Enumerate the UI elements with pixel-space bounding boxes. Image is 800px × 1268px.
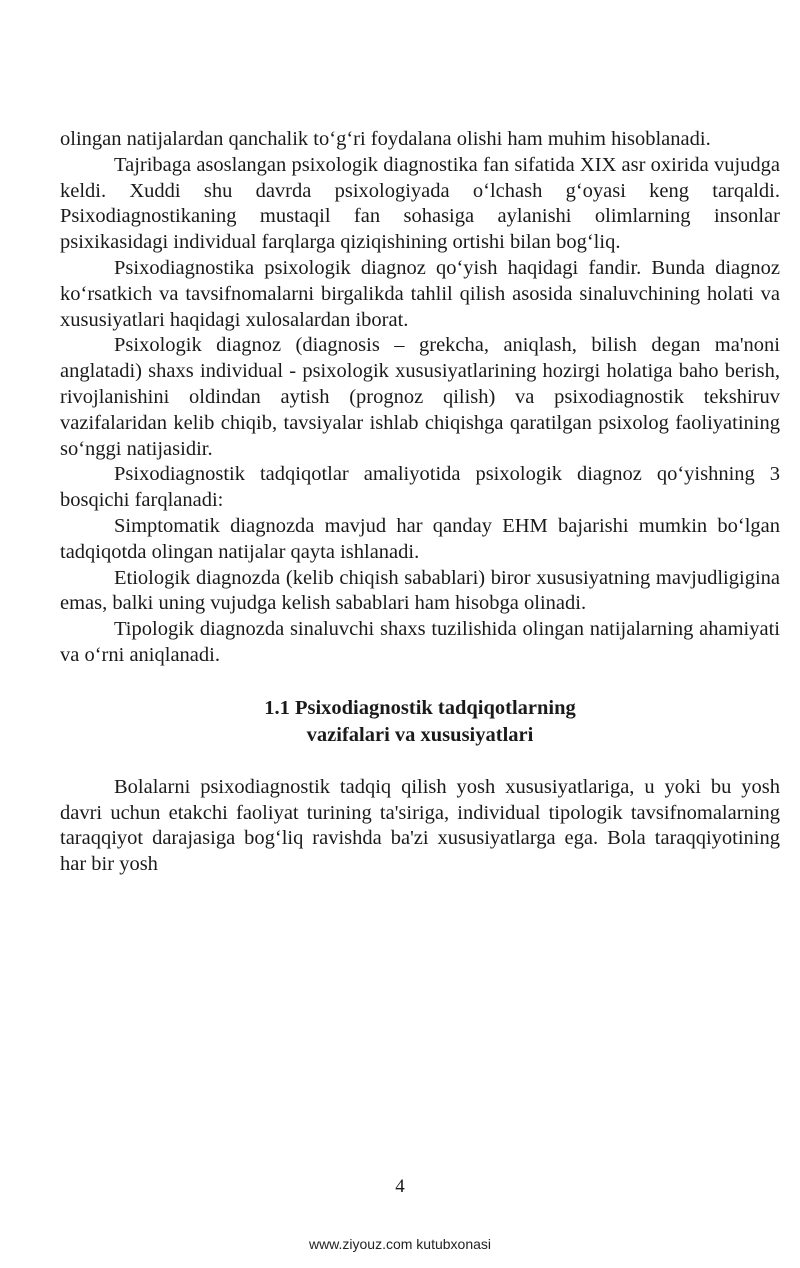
footer-watermark: www.ziyouz.com kutubxonasi <box>308 1236 492 1252</box>
paragraph-definition: Psixodiagnostika psixologik diagnoz qo‘yish haqidagi fandir. Bunda diagnoz ko‘rsatkich va tavsifnomalarni birgalikda tahlil qilish asosida sinaluvchining holati va xususiyatlari haqidagi xulosalardan iborat. <box>60 256 780 331</box>
section-heading <box>60 695 780 749</box>
paragraph-etiologic: Etiologik diagnozda (kelib chiqish sabablari) biror xususiyatning mavjudligigina emas, balki uning vujudga kelish sabablari ham hisobga olinadi. <box>60 566 780 615</box>
section-heading-line-2: vazifalari va xususiyatlari <box>306 723 534 746</box>
paragraph-stages: Psixodiagnostik tadqiqotlar amaliyotida psixologik diagnoz qo‘yishning 3 bosqichi farqlanadi: <box>60 463 780 512</box>
page-body <box>60 127 780 878</box>
page-number: 4 <box>395 1176 405 1197</box>
section-heading-line-1: 1.1 Psixodiagnostik tadqiqotlarning <box>264 696 576 719</box>
paragraph-children-research: Bolalarni psixodiagnostik tadqiq qilish yosh xususiyatlariga, u yoki bu yosh davri uchun etakchi faoliyat turining ta'siriga, individual tipologik tavsifnomalarning taraqqiyot darajasiga bog‘liq ravishda ba'zi xususiyatlarga ega. Bola taraqqiyotining har bir yosh <box>60 775 780 876</box>
paragraph-diagnosis: Psixologik diagnoz (diagnosis – grekcha, aniqlash, bilish degan ma'noni anglatadi) shaxs individual - psixologik xususiyatlarining hozirgi holatiga baho berish, rivojlanishini oldindan aytish (prognoz qilish) va psixodiagnostik tekshiruv vazifalaridan kelib chiqib, tavsiyalar ishlab chiqishga qaratilgan psixolog faoliyatining so‘nggi natijasidir. <box>60 334 780 460</box>
paragraph-typologic: Tipologik diagnozda sinaluvchi shaxs tuzilishida olingan natijalarning ahamiyati va o‘rni aniqlanadi. <box>60 618 780 666</box>
paragraph-continuation: olingan natijalardan qanchalik to‘g‘ri foydalana olishi ham muhim hisoblanadi. <box>60 128 711 150</box>
paragraph-history: Tajribaga asoslangan psixologik diagnostika fan sifatida XIX asr oxirida vujudga keldi. Xuddi shu davrda psixologiyada o‘lchash g‘oyasi keng tarqaldi. Psixodiagnostikaning mustaqil fan sohasiga aylanishi olimlarning insonlar psixikasidagi individual farqlarga qiziqishining ortishi bilan bog‘liq. <box>60 153 780 254</box>
paragraph-symptomatic: Simptomatik diagnozda mavjud har qanday EHM bajarishi mumkin bo‘lgan tadqiqotda olingan natijalar qayta ishlanadi. <box>60 514 780 563</box>
